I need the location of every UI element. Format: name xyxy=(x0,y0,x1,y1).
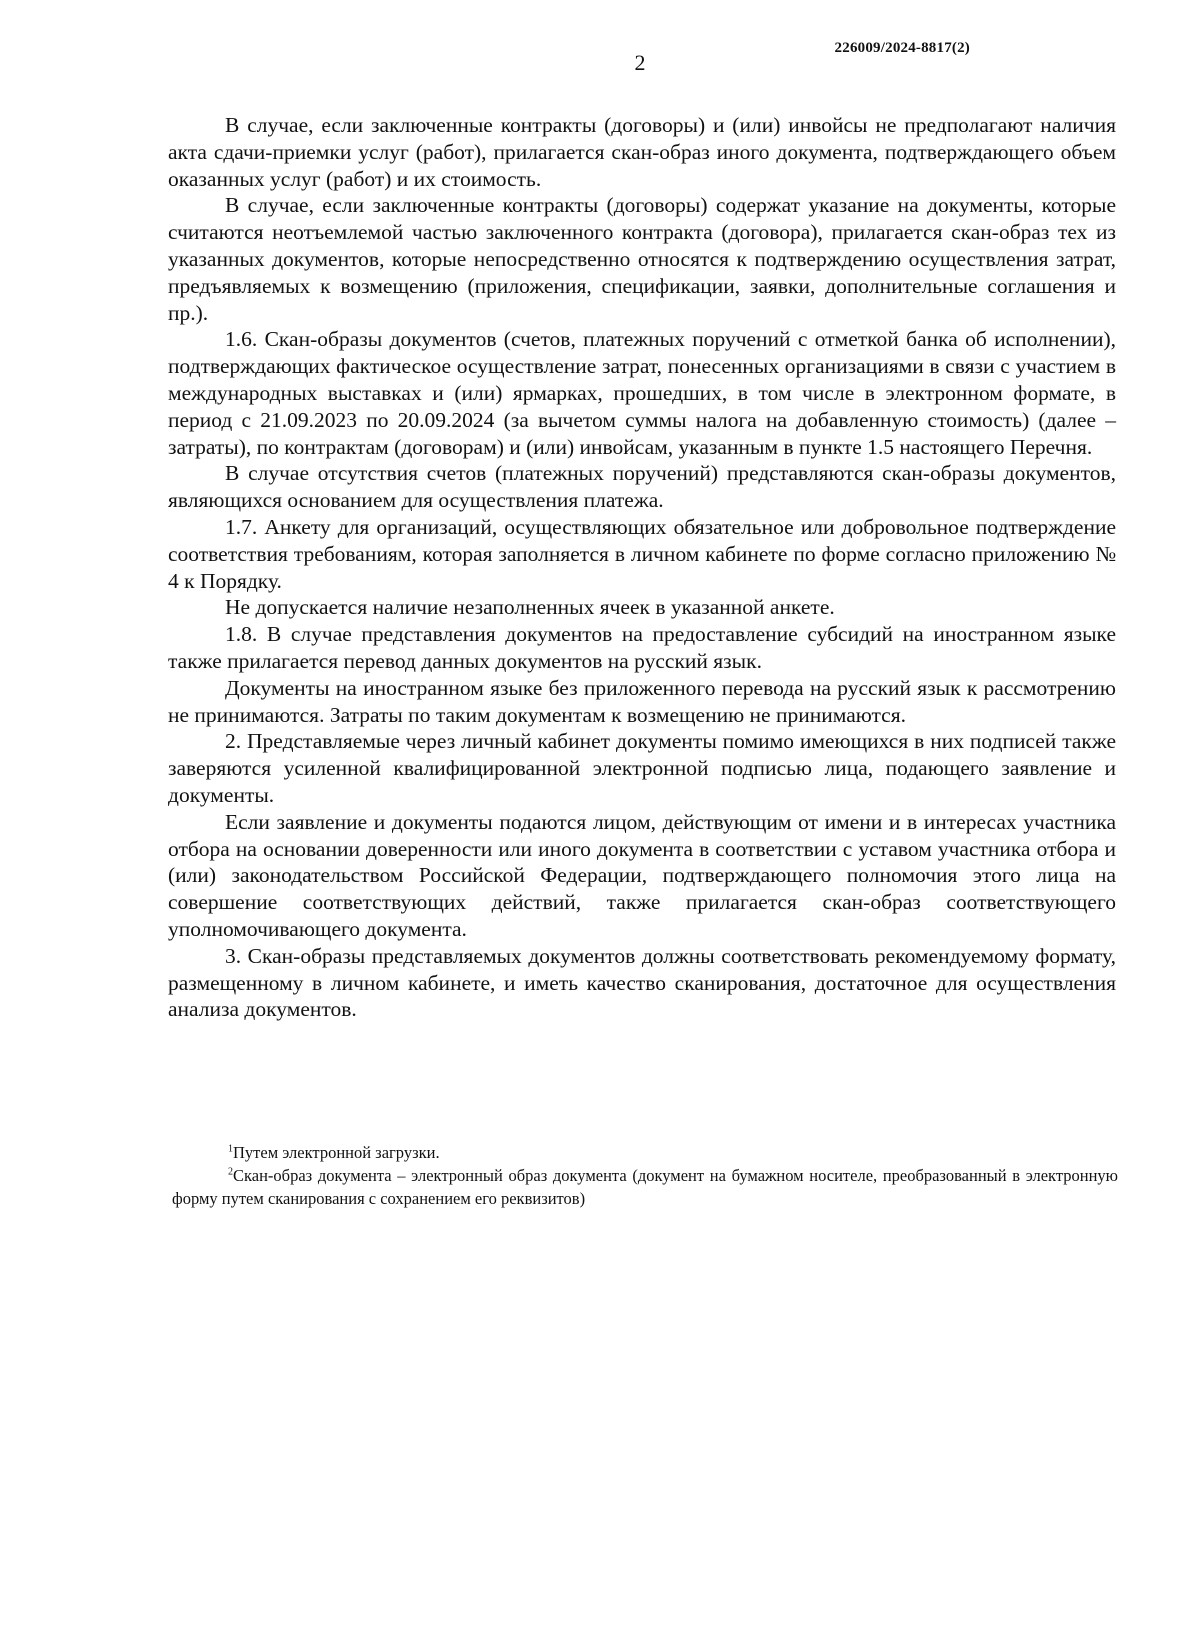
footnotes xyxy=(172,1141,1118,1210)
paragraph: В случае отсутствия счетов (платежных поручений) представляются скан-образы документов, являющихся основанием для осуществления платежа. xyxy=(168,461,1116,513)
footnote-text: Путем электронной загрузки. xyxy=(233,1143,440,1162)
footnote xyxy=(172,1141,1118,1164)
paragraph: Если заявление и документы подаются лицом, действующим от имени и в интересах участника отбора на основании доверенности или иного документа в соответствии с уставом участника отбора и (или) законодательством Российской Федерации, подтверждающего полномочия этого лица на совершение соответствующих действий, также прилагается скан-образ соответствующего уполномочивающего документа. xyxy=(168,809,1116,941)
paragraph: 1.8. В случае представления документов на предоставление субсидий на иностранном языке также прилагается перевод данных документов на русский язык. xyxy=(168,622,1116,673)
paragraph: 1.7. Анкету для организаций, осуществляющих обязательное или добровольное подтверждение соответствия требованиям, которая заполняется в личном кабинете по форме согласно приложению № 4 к Порядку. xyxy=(168,514,1116,593)
page-number: 2 xyxy=(634,50,646,75)
document-body xyxy=(168,112,1116,1023)
paragraph: Не допускается наличие незаполненных ячеек в указанной анкете. xyxy=(225,595,835,620)
paragraph: Документы на иностранном языке без приложенного перевода на русский язык к рассмотрению не принимаются. Затраты по таким документам к возмещению не принимаются. xyxy=(168,675,1116,727)
paragraph: 3. Скан-образы представляемых документов должны соответствовать рекомендуемому формату, размещенному в личном кабинете, и иметь качество сканирования, достаточное для осуществления анализа документов. xyxy=(168,943,1116,1022)
footnote-mark: 2 xyxy=(228,1166,233,1178)
footnote-mark: 1 xyxy=(228,1143,233,1155)
document-number: 226009/2024-8817(2) xyxy=(834,40,970,56)
paragraph: 1.6. Скан-образы документов (счетов, платежных поручений с отметкой банка об исполнении), подтверждающих фактическое осуществление затрат, понесенных организациями в связи с участием в международных выставках и (или) ярмарках, прошедших, в том числе в электронном формате, в период с 21.09.2023 по 20.09.2024 (за вычетом суммы налога на добавленную стоимость) (далее – затраты), по контрактам (договорам) и (или) инвойсам, указанным в пункте 1.5 настоящего Перечня. xyxy=(168,327,1116,459)
footnote-text: Скан-образ документа – электронный образ документа (документ на бумажном носителе, преобразованный в электронную форму путем сканирования с сохранением его реквизитов) xyxy=(172,1166,1118,1208)
paragraph: В случае, если заключенные контракты (договоры) содержат указание на документы, которые считаются неотъемлемой частью заключенного контракта (договора), прилагается скан-образ тех из указанных документов, которые непосредственно относятся к подтверждению осуществления затрат, предъявляемых к возмещению (приложения, спецификации, заявки, дополнительные соглашения и пр.). xyxy=(168,193,1116,325)
footnote xyxy=(172,1164,1118,1210)
paragraph: 2. Представляемые через личный кабинет документы помимо имеющихся в них подписей также заверяются усиленной квалифицированной электронной подписью лица, подающего заявление и документы. xyxy=(168,729,1116,807)
paragraph: В случае, если заключенные контракты (договоры) и (или) инвойсы не предполагают наличия акта сдачи-приемки услуг (работ), прилагается скан-образ иного документа, подтверждающего объем оказанных услуг (работ) и их стоимость. xyxy=(168,113,1116,191)
